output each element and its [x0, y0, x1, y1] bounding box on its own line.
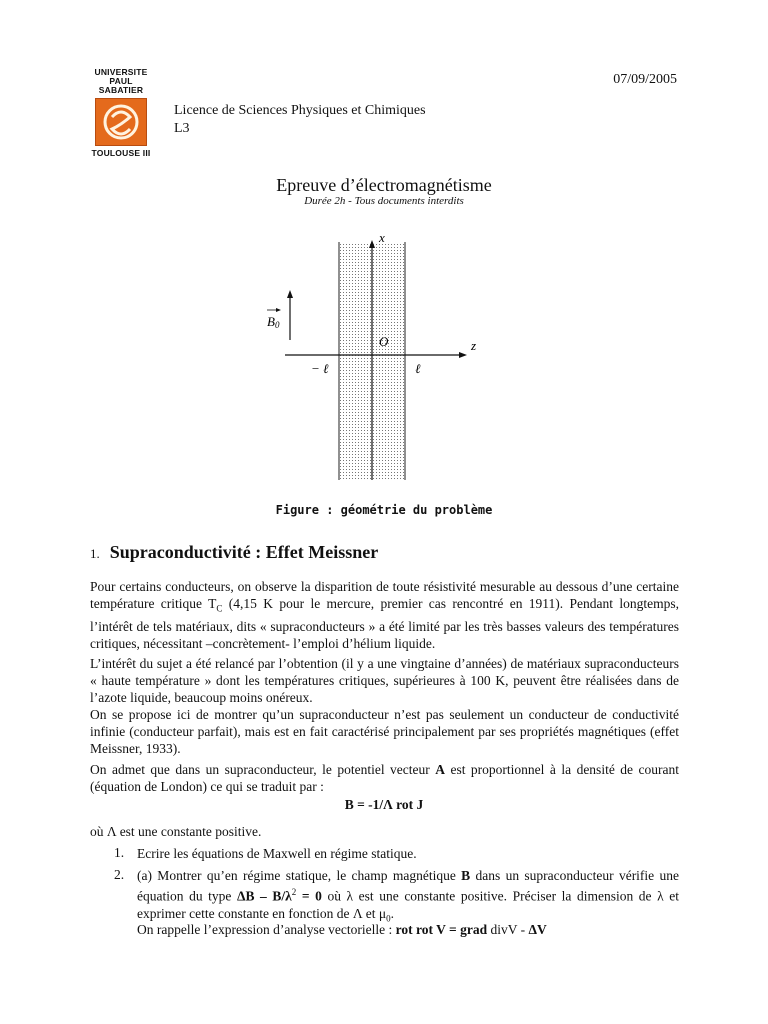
field-label-main: B — [267, 314, 275, 329]
exam-subtitle: Durée 2h - Tous documents interdits — [304, 195, 464, 207]
logo-line-3: SABATIER — [98, 85, 144, 95]
question-2-text — [137, 867, 679, 927]
p4-text-a: On admet que dans un supraconducteur, le potentiel vecteur — [90, 762, 436, 777]
formula-note: où Λ est une constante positive. — [90, 824, 262, 839]
university-logo — [86, 68, 156, 158]
question-1-number: 1. — [114, 845, 125, 860]
paragraph-3: On se propose ici de montrer qu’un supraconducteur n’est pas seulement un conducteur de conductivité infinie (conducteur parfait), mais est en fait caractérisé principalement par ses propriétés magnétiques (effet Meissner, 1933). — [90, 707, 679, 756]
question-1-text: Ecrire les équations de Maxwell en régime statique. — [137, 846, 417, 861]
q2-text-a: (a) Montrer qu’en régime statique, le champ magnétique — [137, 868, 462, 883]
field-label-subscript: 0 — [274, 320, 280, 330]
paragraph-2: L’intérêt du sujet a été relancé par l’obtention (il y a une vingtaine d’années) de matériaux supraconducteurs « haute température » dont les températures critiques, supérieures à 100 K, peuvent être réalisées dans de l’azote liquide, beaucoup moins onéreux. — [90, 656, 679, 705]
z-axis-label: z — [471, 338, 477, 353]
geometry-figure — [255, 228, 485, 493]
field-label — [267, 314, 280, 330]
p4-text-b: est proportionnel à la densité de courant (équation de London) ce qui se traduit par : — [90, 762, 679, 794]
q2-eq-sup: 2 — [291, 887, 297, 897]
question-2-number: 2. — [114, 867, 125, 882]
origin-label: O — [379, 334, 389, 349]
right-boundary-label: ℓ — [415, 361, 421, 376]
q2-text-b: dans un supraconducteur vérifie une équation du type — [137, 868, 679, 904]
course-level: L3 — [174, 121, 190, 136]
reminder-text-b: divV - — [487, 922, 529, 937]
paragraph-1 — [90, 578, 679, 652]
p1-subscript: C — [216, 603, 223, 614]
paragraph-4 — [90, 761, 679, 795]
reminder-bold-a: rot rot V = grad — [395, 922, 488, 937]
logo-line-1: UNIVERSITE — [94, 67, 148, 77]
q2-eq-end: = 0 — [296, 888, 322, 904]
exam-date: 07/09/2005 — [613, 72, 677, 87]
logo-line-4: TOULOUSE III — [91, 148, 151, 158]
p1-text-a: Pour certains conducteurs, on observe la disparition de toute résistivité mesurable au dessous d’une certaine température critique T — [90, 579, 679, 611]
logo-emblem-icon — [95, 98, 147, 146]
p1-text-b: (4,15 K pour le mercure, premier cas rencontré en 1911). Pendant longtemps, l’intérêt de tels matériaux, dits « supraconducteurs » a été limité par les très basses valeurs des températures critiques, nécessitant –concrètement- l’emploi d’hélium liquide. — [90, 596, 679, 651]
reminder-text-a: On rappelle l’expression d’analyse vectorielle : — [137, 922, 396, 937]
q2-equation: ΔB – B/λ — [236, 888, 292, 904]
section-title: Supraconductivité : Effet Meissner — [109, 542, 379, 562]
q2-bold-b: B — [461, 868, 471, 883]
course-header — [174, 102, 426, 138]
z-axis-arrow — [459, 352, 467, 358]
exam-title: Epreuve d’électromagnétisme — [276, 175, 492, 195]
q2-text-c: où λ est une constante positive. Préciser la dimension de λ et exprimer cette constante en fonction de Λ et μ — [137, 888, 679, 921]
london-equation: B = -1/Λ rot J — [344, 797, 424, 812]
question-2-reminder — [137, 921, 679, 938]
q2-end: . — [390, 905, 394, 921]
p4-bold-a: A — [435, 762, 445, 777]
reminder-bold-b: ΔV — [528, 922, 547, 937]
field-arrow-head — [287, 290, 293, 298]
course-name: Licence de Sciences Physiques et Chimiques — [174, 103, 426, 118]
left-boundary-label: − ℓ — [311, 361, 329, 376]
q2-subscript: 0 — [386, 913, 391, 924]
section-heading — [90, 542, 378, 563]
figure-caption: Figure : géométrie du problème — [275, 503, 493, 517]
logo-line-2: PAUL — [109, 76, 133, 86]
section-number: 1. — [90, 546, 100, 561]
x-axis-label: x — [379, 230, 385, 245]
